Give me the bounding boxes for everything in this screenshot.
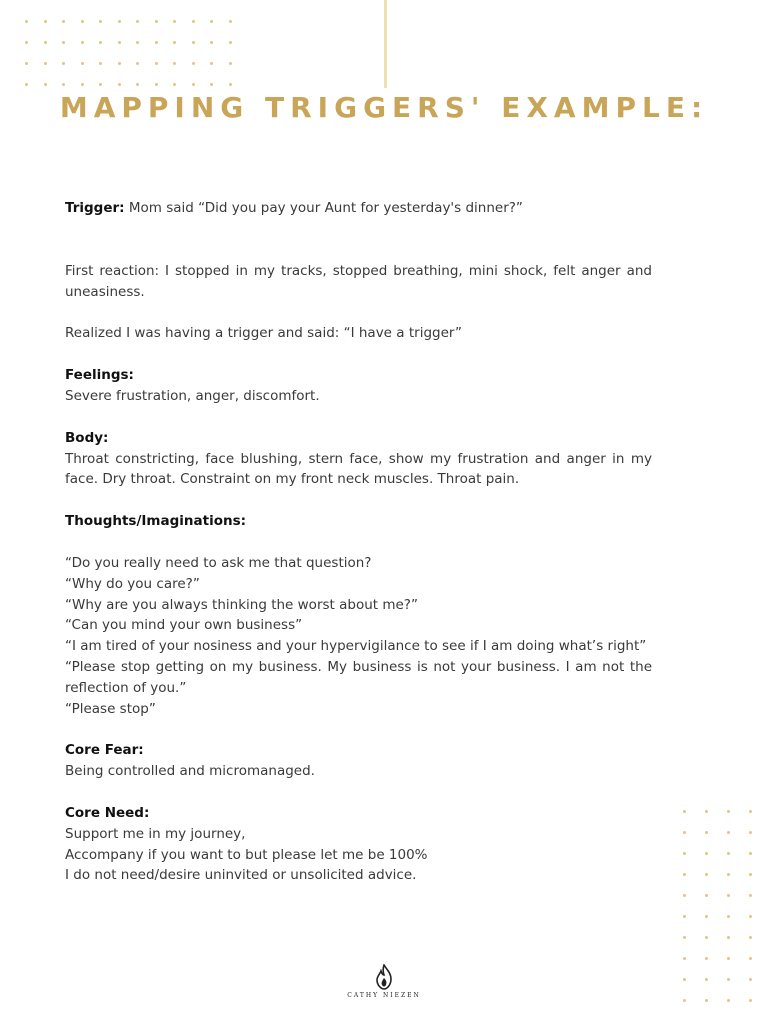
decorative-dot [749, 957, 752, 960]
decorative-dot [727, 957, 730, 960]
decorative-dot [727, 810, 730, 813]
first-reaction: First reaction: I stopped in my tracks, stopped breathing, mini shock, felt anger and uneasiness. [65, 262, 652, 300]
decorative-dot [118, 62, 121, 65]
decorative-dot [727, 978, 730, 981]
decorative-dot [749, 894, 752, 897]
decorative-dot [727, 831, 730, 834]
decorative-dot [25, 62, 28, 65]
decorative-dot [683, 831, 686, 834]
decorative-dot [81, 62, 84, 65]
decorative-dot [136, 20, 139, 23]
decorative-dot [155, 83, 158, 86]
decorative-dot [210, 62, 213, 65]
decorative-dot [136, 62, 139, 65]
thought-line: “Why do you care?” [65, 575, 200, 592]
brand-name: CATHY NIEZEN [347, 992, 421, 999]
decorative-dot [683, 810, 686, 813]
decorative-dot [118, 41, 121, 44]
decorative-dot [705, 957, 708, 960]
thought-line: “Do you really need to ask me that question? [65, 554, 372, 571]
decorative-dot [727, 999, 730, 1002]
body-label: Body: [65, 429, 109, 446]
decorative-dot [705, 831, 708, 834]
decorative-dot [727, 873, 730, 876]
decorative-dot [727, 894, 730, 897]
decorative-dot [99, 20, 102, 23]
decorative-dot [62, 62, 65, 65]
decorative-dot [705, 894, 708, 897]
core-need-label: Core Need: [65, 804, 150, 821]
core-need-line: Support me in my journey, [65, 825, 246, 842]
thoughts-label: Thoughts/Imaginations: [65, 513, 247, 530]
core-need-line: I do not need/desire uninvited or unsolicited advice. [65, 867, 417, 884]
decorative-dot [683, 894, 686, 897]
decorative-dot [44, 20, 47, 23]
thought-line: “Why are you always thinking the worst about me?” [65, 596, 418, 613]
decorative-dot [210, 20, 213, 23]
decorative-dot [118, 83, 121, 86]
decorative-dot [210, 83, 213, 86]
brand-logo [342, 964, 426, 999]
decorative-dot [727, 936, 730, 939]
decorative-dot [705, 852, 708, 855]
decorative-dot [683, 936, 686, 939]
thought-line: “Can you mind your own business” [65, 617, 303, 634]
feelings-text: Severe frustration, anger, discomfort. [65, 387, 320, 404]
decorative-dot [192, 41, 195, 44]
decorative-dot [749, 915, 752, 918]
decorative-dot [173, 83, 176, 86]
decorative-dot [81, 83, 84, 86]
decorative-dot [683, 978, 686, 981]
thought-line: “Please stop” [65, 700, 156, 717]
document-body [65, 198, 652, 886]
core-need-line: Accompany if you want to but please let me be 100% [65, 846, 428, 863]
decorative-dot [99, 62, 102, 65]
decorative-dot [229, 20, 232, 23]
trigger-paragraph [65, 198, 652, 219]
decorative-dot [99, 41, 102, 44]
decorative-dot [749, 936, 752, 939]
decorative-dot [683, 852, 686, 855]
decorative-dot [25, 83, 28, 86]
decorative-dot [210, 41, 213, 44]
trigger-label: Trigger: [65, 200, 125, 216]
decorative-dot [99, 83, 102, 86]
decorative-dot [155, 20, 158, 23]
decorative-dot [192, 62, 195, 65]
decorative-dot [683, 915, 686, 918]
core-fear-text: Being controlled and micromanaged. [65, 763, 315, 780]
decorative-dot [173, 20, 176, 23]
decorative-dot [749, 852, 752, 855]
core-fear-label: Core Fear: [65, 742, 144, 759]
decorative-dot [155, 41, 158, 44]
decorative-dot [173, 41, 176, 44]
decorative-dot [705, 810, 708, 813]
decorative-dot [81, 20, 84, 23]
trigger-text: Mom said “Did you pay your Aunt for yesterday's dinner?” [124, 200, 523, 216]
thought-line: “Please stop getting on my business. My business is not your business. I am not the reflection of you.” [65, 658, 652, 696]
decorative-dot [25, 20, 28, 23]
decorative-dot [155, 62, 158, 65]
decorative-dot [44, 62, 47, 65]
flame-logo-icon [374, 964, 394, 990]
decorative-dot [81, 41, 84, 44]
decorative-dot [62, 20, 65, 23]
decorative-dot [749, 978, 752, 981]
page-title: MAPPING TRIGGERS' EXAMPLE: [59, 91, 709, 124]
decorative-dot [44, 83, 47, 86]
decorative-dot [192, 83, 195, 86]
decorative-dot [229, 62, 232, 65]
decorative-dot [749, 999, 752, 1002]
decorative-dot [136, 83, 139, 86]
decorative-dot [727, 915, 730, 918]
decorative-dot [25, 41, 28, 44]
decorative-dot [705, 915, 708, 918]
decorative-dot [683, 873, 686, 876]
decorative-dot [62, 83, 65, 86]
decorative-dot [727, 852, 730, 855]
decorative-dot [229, 41, 232, 44]
decorative-dot [683, 999, 686, 1002]
decorative-dot [229, 83, 232, 86]
decorative-dot [749, 810, 752, 813]
feelings-label: Feelings: [65, 367, 134, 384]
decorative-dot [44, 41, 47, 44]
decorative-dot [705, 873, 708, 876]
decorative-dot [62, 41, 65, 44]
decorative-dot [173, 62, 176, 65]
decorative-dot [749, 873, 752, 876]
decorative-dot [118, 20, 121, 23]
decorative-dot [705, 999, 708, 1002]
decorative-dot [683, 957, 686, 960]
body-text: Throat constricting, face blushing, stern face, show my frustration and anger in my face. Dry throat. Constraint on my front neck muscles. Throat pain. [65, 450, 652, 488]
decorative-dot [749, 831, 752, 834]
decorative-dot [192, 20, 195, 23]
decorative-vertical-line [384, 0, 387, 88]
decorative-dot [136, 41, 139, 44]
decorative-dot [705, 936, 708, 939]
thought-line: “I am tired of your nosiness and your hypervigilance to see if I am doing what’s right” [65, 638, 647, 655]
realized-trigger: Realized I was having a trigger and said: “I have a trigger” [65, 325, 462, 342]
decorative-dot [705, 978, 708, 981]
